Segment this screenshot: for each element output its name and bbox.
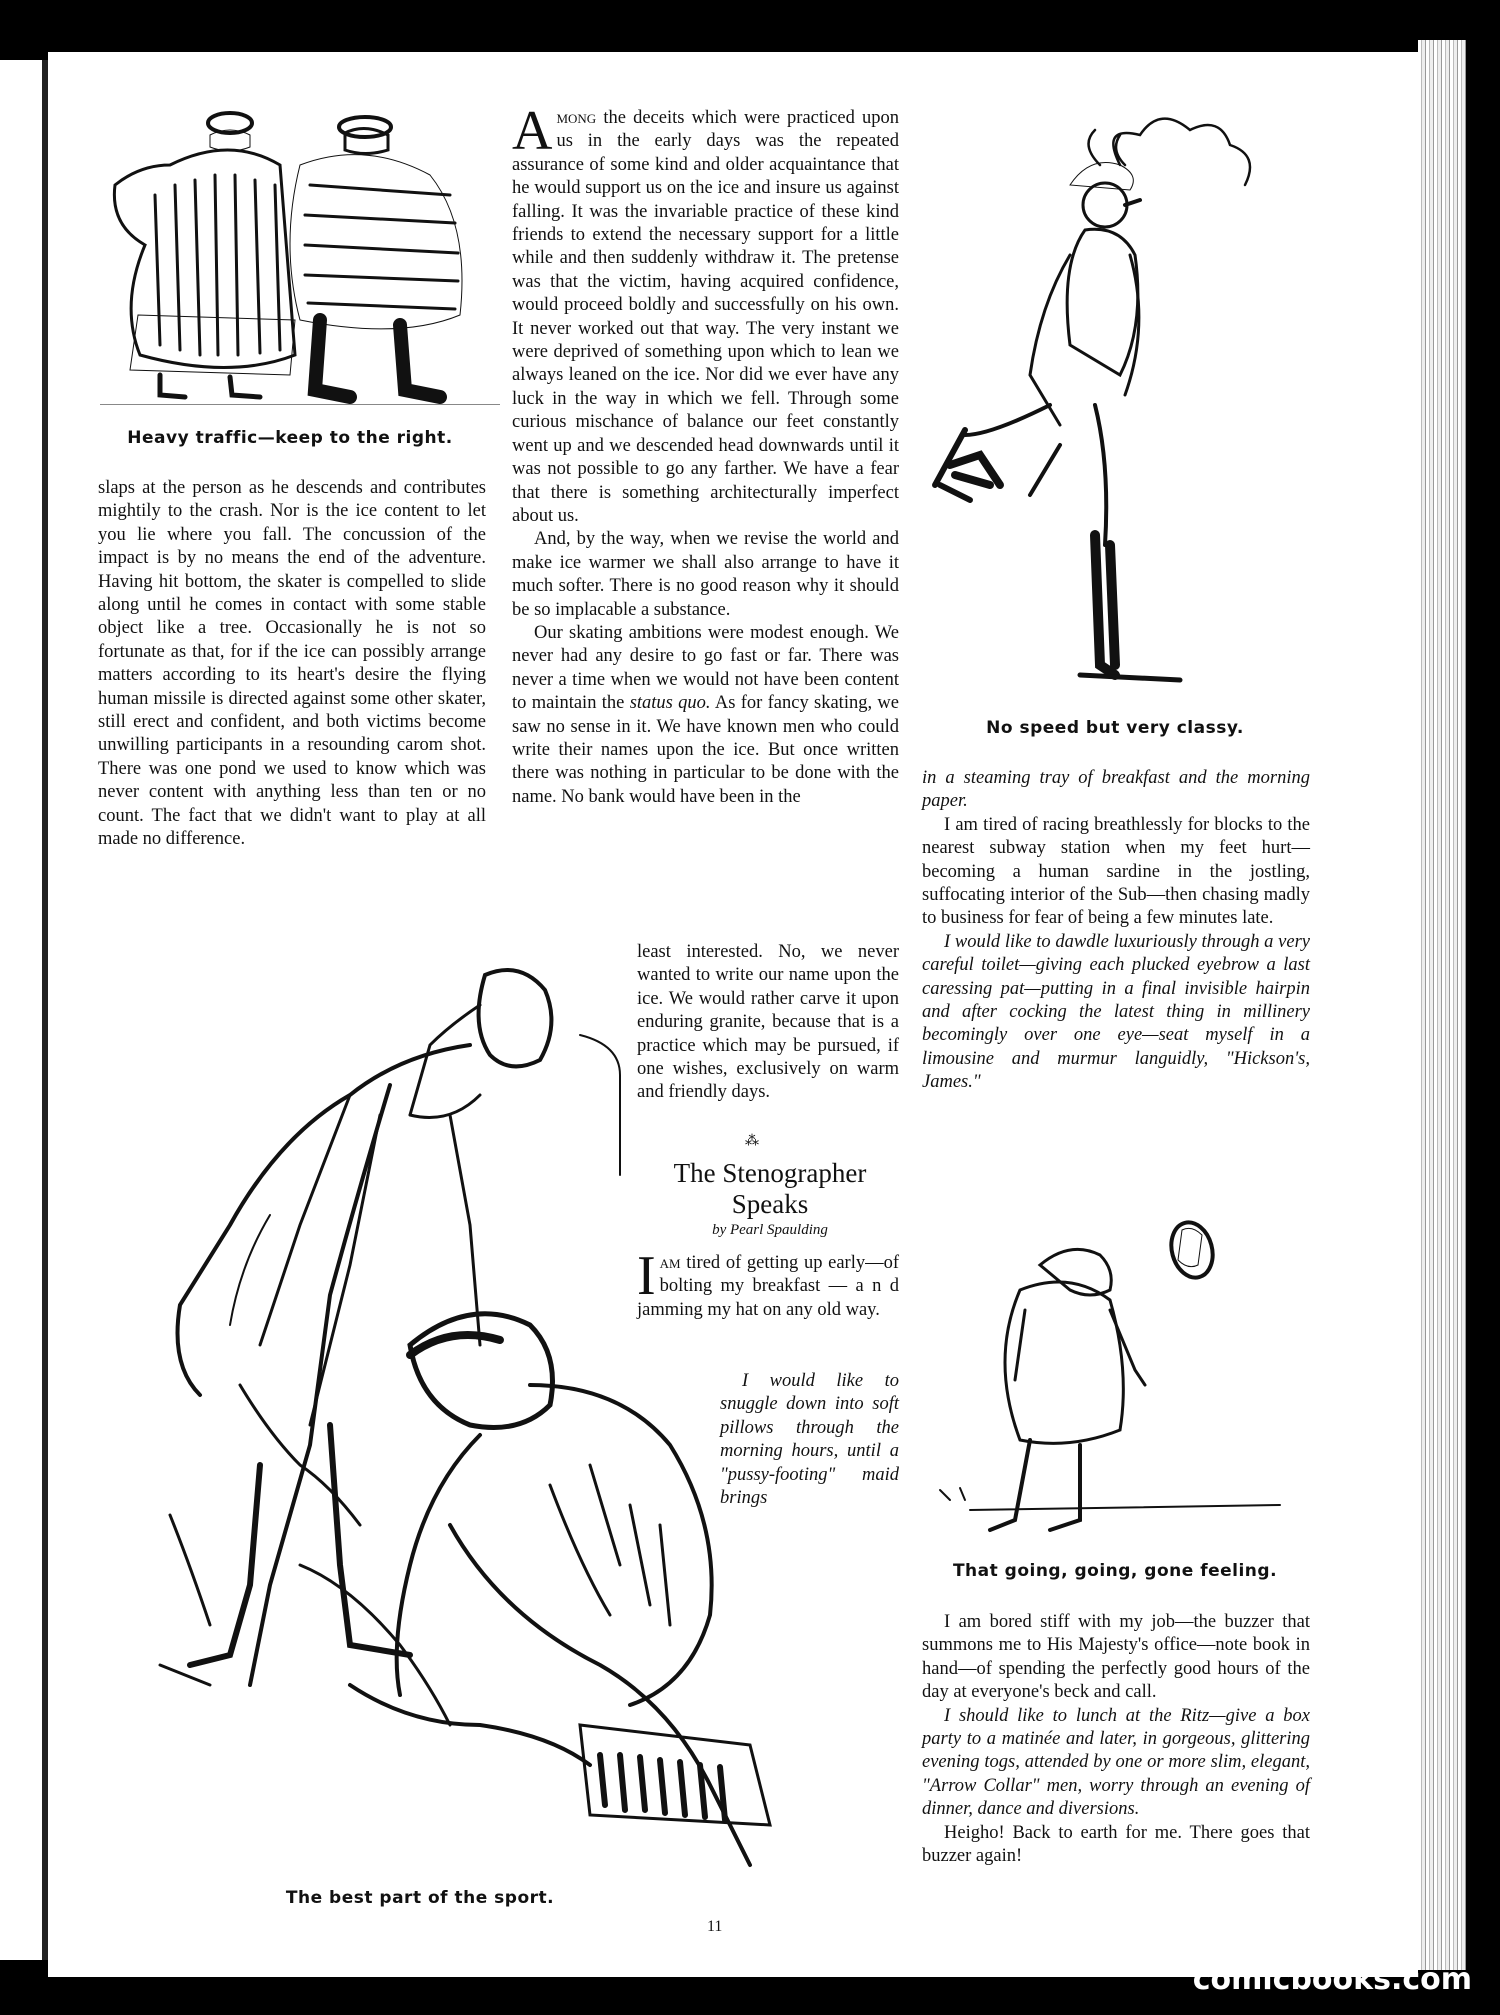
article-2-paragraph-3: I am tired of racing breathlessly for blocks to the nearest subway station when my feet hurt—becoming a human sardine in the jostling, suffocating interior of the Sub—then chasing madly to business for fear of being a few minutes late. [922, 814, 1310, 929]
article-2-paragraph-2: I would like to snuggle down into soft pillows through the morning hours, until a "pussy-footing" maid brings [720, 1371, 899, 1509]
article-2-paragraph-2-continued: in a steaming tray of breakfast and the morning paper. [922, 768, 1310, 812]
column-3-text-upper [922, 767, 1310, 1095]
caption-no-speed: No speed but very classy. [986, 718, 1244, 738]
article-title: The Stenographer Speaks [673, 1158, 867, 1219]
best-part-illustration [150, 965, 830, 1885]
article-1-paragraph-3-continued: least interested. No, we never wanted to write our name upon the ice. We would rather carve it upon enduring granite, because that is a practice which may be pursued, if one wishes, exclusively on warm and friendly days. [637, 942, 899, 1103]
caption-going-gone: That going, going, gone feeling. [952, 1561, 1278, 1581]
classy-skater-illustration [920, 105, 1320, 705]
article-1-paragraph-2: And, by the way, when we revise the world and make ice warmer we shall also arrange to have it much softer. There is no good reason why it should be so implacable a substance. [512, 529, 899, 620]
article-byline: by Pearl Spaulding [712, 1222, 828, 1238]
drop-cap-i: I [637, 1245, 656, 1307]
watermark: comicbooks.com [1192, 1962, 1472, 1997]
article-2-paragraph-1: Iam tired of getting up early—of bolting my breakfast — a n d jamming my hat on any old way. [637, 1245, 899, 1320]
heavy-traffic-illustration [100, 105, 500, 405]
article-2-paragraph-5: I am bored stiff with my job—the buzzer that summons me to His Majesty's office—note book in hand—of spending the perfectly good hours of the day at everyone's beck and call. [922, 1612, 1310, 1703]
caption-heavy-traffic: Heavy traffic—keep to the right. [127, 428, 453, 448]
page-number: 11 [707, 1918, 723, 1935]
article-2-paragraph-7: Heigho! Back to earth for me. There goes that buzzer again! [922, 1822, 1310, 1867]
facing-page-edge [0, 60, 48, 1960]
caption-best-part: The best part of the sport. [285, 1888, 555, 1908]
column-1-paragraph: slaps at the person as he descends and contributes mightily to the crash. Nor is the ice content to let you lie where you fall. The concussion of the impact is by no means the end of the adventure. Having hit bottom, the skater is compelled to slide along until he comes in contact with some stable object like a tree. Occasionally he is not so fortunate as that, for if the ice can possibly arrange matters according to its heart's desire the flying human missile is directed against some other skater, still erect and confident, and both victims become unwilling participants in a resounding carom shot. There was one pond we used to know which was never content with anything less than ten or no count. The fact that we didn't want to play at all made no difference. [98, 478, 486, 850]
book-page-edges [1418, 40, 1466, 1970]
column-1-text [98, 477, 486, 852]
going-gone-illustration [930, 1210, 1310, 1560]
column-2-text [512, 100, 899, 809]
article-2-paragraph-6: I should like to lunch at the Ritz—give a box party to a matinée and later, in gorgeous, glittering evening togs, attended by one or more slim, elegant, "Arrow Collar" men, worry through an evening of dinner, dance and diversions. [922, 1705, 1310, 1820]
article-2-paragraph-4: I would like to dawdle luxuriously through a very careful toilet—giving each plucked eyebrow a last caressing pat—putting in a final invisible hairpin and after cocking the latest thing in millinery becomingly over one eye—seat myself in a limousine and murmur languidly, "Hickson's, James." [922, 931, 1310, 1093]
section-asterism: ⁂ [745, 1134, 761, 1149]
drop-cap-a: A [512, 100, 553, 162]
article-1-paragraph-1: Among the deceits which were practiced upon us in the early days was the repeated assurance of some kind and older acquaintance that he would support us on the ice and insure us against falling. It was the invariable practice of these kind friends to extend the necessary support for a little while and then suddenly withdraw it. The pretense was that the victim, having acquired confidence, would proceed boldly and successfully on his own. It never worked out that way. The very instant we were deprived of something upon which to lean we always leaned on the ice. Nor did we ever have any luck in the way in which we fell. Through some curious mischance of balance our feet constantly went up and we descended head downwards until it was not possible to go any farther. We have a fear that there is something architecturally imperfect about us. [512, 100, 899, 526]
column-3-text-lower [922, 1611, 1310, 1868]
article-1-paragraph-3: Our skating ambitions were modest enough. We never had any desire to go fast or far. There was never a time when we would not have been content to maintain the status quo. As for fancy skating, we saw no sense in it. We have known men who could write their names upon the ice. But once written there was nothing in particular to be done with the name. No bank would have been in the [512, 622, 899, 807]
